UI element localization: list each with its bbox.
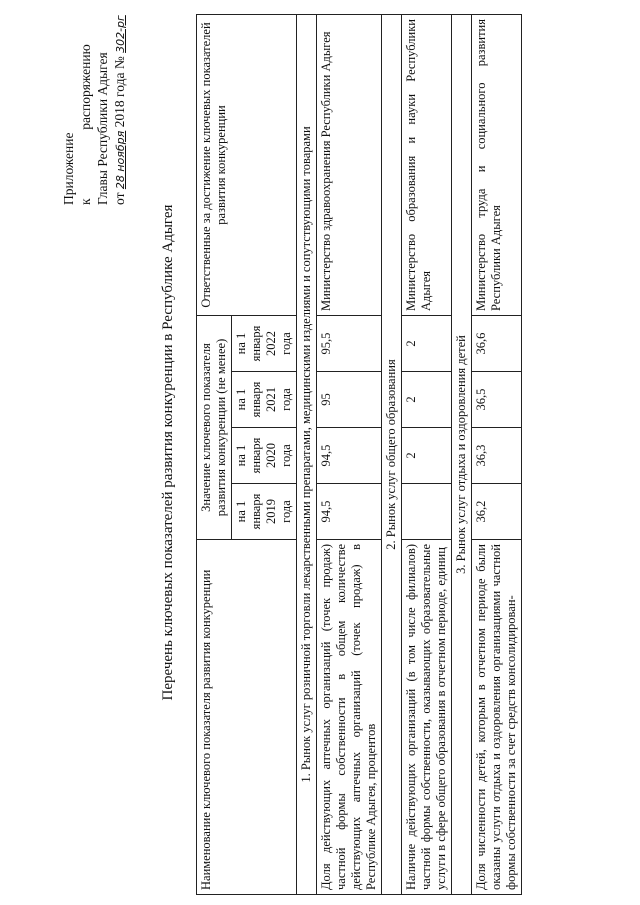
- value-cell-2019: 94,5: [317, 484, 382, 540]
- value-cell-2021: 36,5: [472, 372, 522, 428]
- annex-line-2b: распоряжению: [78, 44, 93, 130]
- table-row: [317, 15, 382, 895]
- value-cell-2022: 36,6: [472, 316, 522, 372]
- annex-line-2a: к: [78, 198, 93, 205]
- section-row: [452, 15, 472, 895]
- header-year-2022: на 1 января 2022 года: [232, 316, 297, 372]
- value-cell-2022: 95,5: [317, 316, 382, 372]
- section-row: [297, 15, 317, 895]
- section-title: 2. Рынок услуг общего образования: [382, 15, 402, 895]
- value-cell-2020: 2: [402, 428, 452, 484]
- responsible-cell: Министерство труда и социального развития Республики Адыгея: [472, 15, 522, 316]
- annex-line-4: [111, 15, 129, 205]
- section-title: 1. Рынок услуг розничной торговли лекарственными препаратами, медицинскими изделиями и сопутствующими товарами: [297, 15, 317, 895]
- indicator-cell: Доля численности детей, которым в отчетном периоде были оказаны услуги отдыха и оздоровления организациями частной формы собственности за счет средств консолидирован-: [472, 540, 522, 895]
- table-header-row: [197, 15, 232, 895]
- annex-header: [60, 15, 129, 205]
- value-cell-2022: 2: [402, 316, 452, 372]
- annex-date-handwritten: 28 ноября: [114, 130, 127, 190]
- document-title: Перечень ключевых показателей развития конкуренции в Республике Адыгея: [160, 204, 176, 701]
- value-cell-2019: [402, 484, 452, 540]
- kpi-table: [196, 14, 522, 895]
- annex-line-2: [77, 15, 94, 205]
- header-value-group: Значение ключевого показателя развития конкуренции (не менее): [197, 316, 232, 540]
- responsible-cell: Министерство здравоохранения Республики Адыгея: [317, 15, 382, 316]
- value-cell-2021: 95: [317, 372, 382, 428]
- value-cell-2020: 94,5: [317, 428, 382, 484]
- header-indicator: Наименование ключевого показателя развития конкуренции: [197, 540, 297, 895]
- header-responsible: Ответственные за достижение ключевых показателей развития конкуренции: [197, 15, 297, 316]
- annex-line-1: Приложение: [61, 132, 76, 205]
- indicator-cell: Доля действующих аптечных организаций (точек продаж) частной формы собственности в общем количестве действующих аптечных организаций (точек продаж) в Республике Адыгея, процентов: [317, 540, 382, 895]
- value-cell-2020: 36,3: [472, 428, 522, 484]
- header-year-2020: на 1 января 2020 года: [232, 428, 297, 484]
- table-row: [402, 15, 452, 895]
- annex-year: 2018 года №: [112, 56, 127, 128]
- header-year-2021: на 1 января 2021 года: [232, 372, 297, 428]
- value-cell-2019: 36,2: [472, 484, 522, 540]
- annex-line-3: Главы Республики Адыгея: [95, 52, 110, 205]
- section-title: 3. Рынок услуг отдыха и оздоровления детей: [452, 15, 472, 895]
- table-row: [472, 15, 522, 895]
- value-cell-2021: 2: [402, 372, 452, 428]
- annex-number-handwritten: 302-рг: [114, 15, 127, 53]
- indicator-cell: Наличие действующих организаций (в том числе филиалов) частной формы собственности, оказывающих образовательные услуги в сфере общего образования в отчетном периоде, единиц: [402, 540, 452, 895]
- header-year-2019: на 1 января 2019 года: [232, 484, 297, 540]
- responsible-cell: Министерство образования и науки Республики Адыгея: [402, 15, 452, 316]
- annex-date-prefix: от: [112, 192, 127, 205]
- section-row: [382, 15, 402, 895]
